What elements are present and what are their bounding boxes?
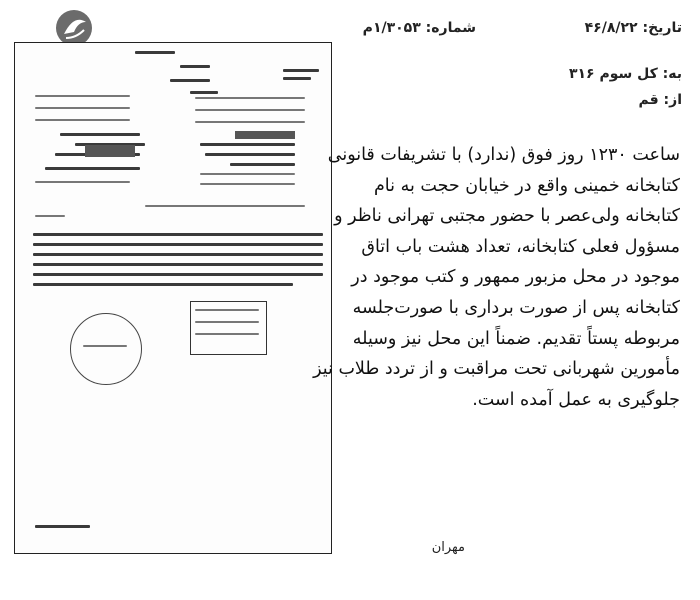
letter-number: شماره: ۱/۳۰۵۳م [362, 20, 476, 36]
scanned-document-image [14, 42, 332, 554]
signature-name: مهران [431, 540, 465, 555]
body-line: جلوگیری به عمل آمده است. [472, 389, 680, 410]
body-line: ساعت ۱۲۳۰ روز فوق (ندارد) با تشریفات قانونی [327, 145, 680, 165]
letter-body [313, 140, 680, 415]
body-line: مربوطه پستاً تقدیم. ضمناً این محل نیز وسیله [352, 328, 680, 349]
body-line: مسؤول فعلی کتابخانه، تعداد هشت باب اتاق [361, 236, 680, 257]
letter-date: تاریخ: ۴۶/۸/۲۲ [584, 20, 682, 36]
body-line: کتابخانه خمینی واقع در خیابان حجت به نام [373, 175, 680, 196]
body-line: مأمورین شهربانی تحت مراقبت و از تردد طلاب نیز [313, 359, 680, 380]
letter-sender: از: قم [638, 92, 682, 108]
letter-recipient: به: کل سوم ۳۱۶ [568, 66, 682, 82]
body-line: موجود در محل مزبور ممهور و کتب موجود در [351, 267, 680, 288]
stamp-seal [70, 313, 142, 385]
body-line: کتابخانه پس از صورت برداری با صورت‌جلسه [352, 297, 680, 318]
body-line: کتابخانه ولی‌عصر با حضور مجتبی تهرانی ناظر و [334, 206, 680, 227]
